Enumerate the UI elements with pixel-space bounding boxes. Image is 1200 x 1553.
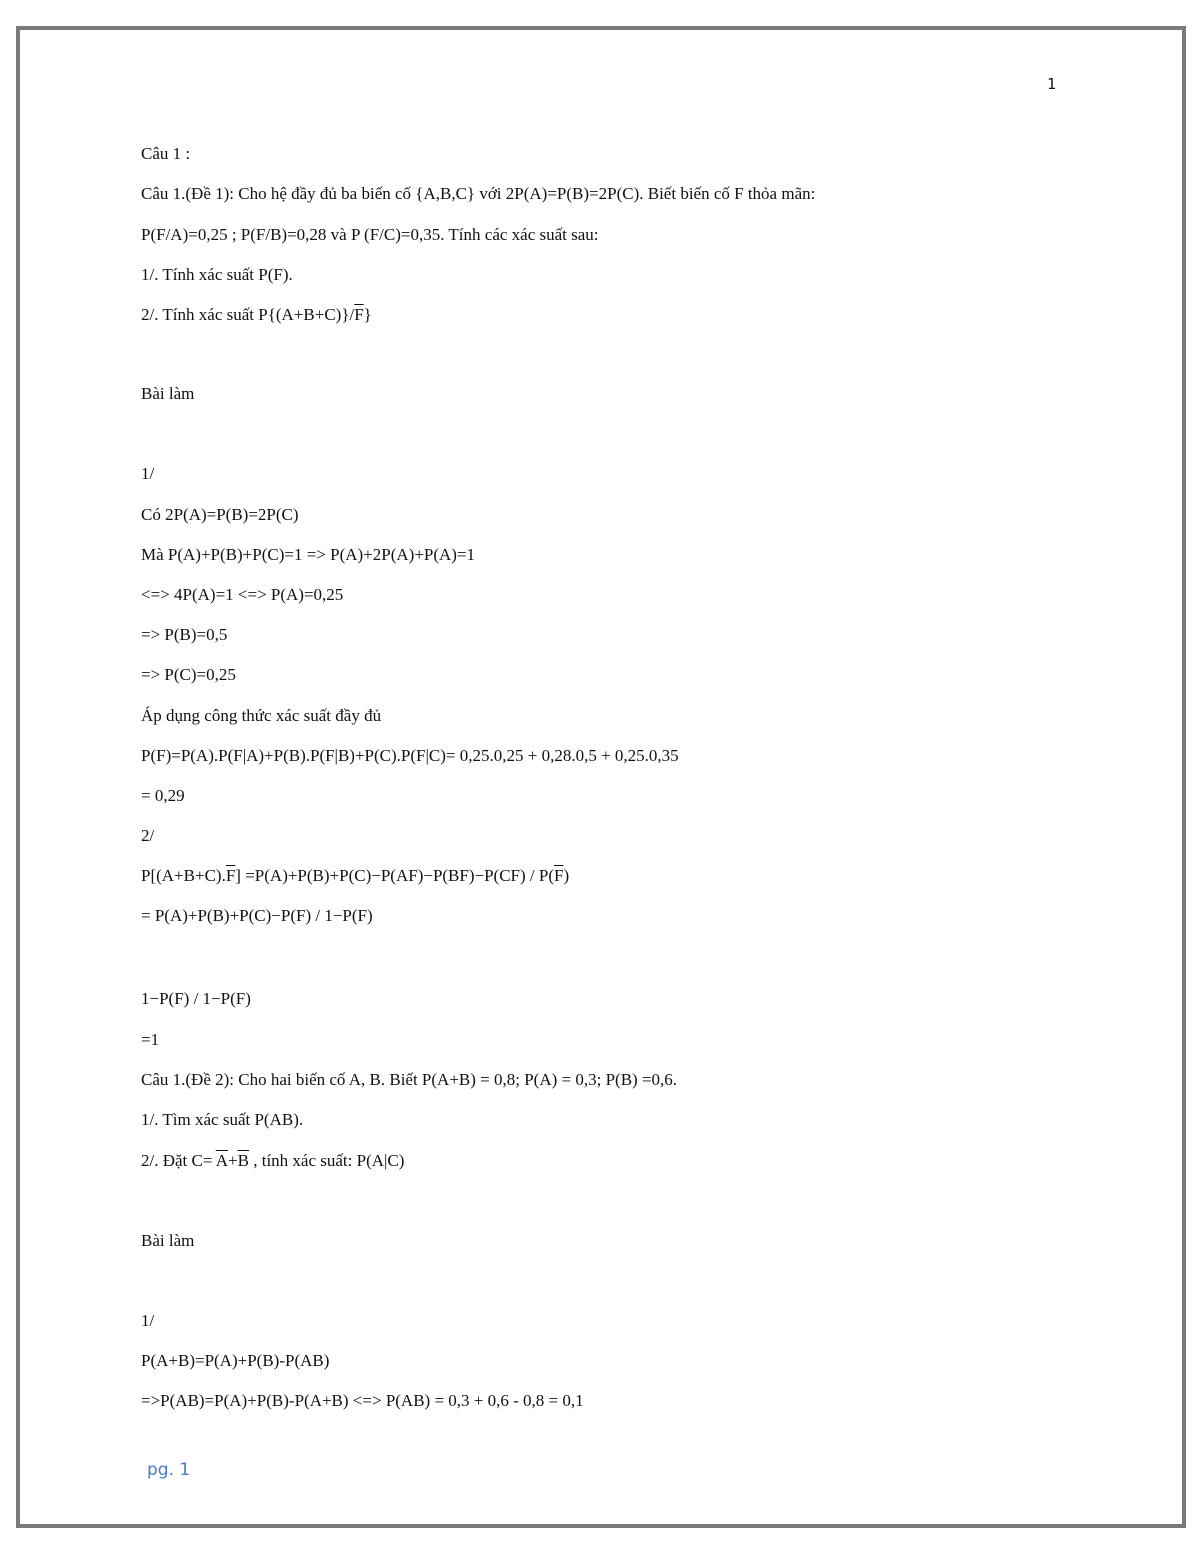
complement-b: $\overline{B}$ (237, 1151, 249, 1170)
complement-a: $\overline{A}$ (215, 1151, 229, 1170)
solution-1-line: => P(C)=0,25 (141, 665, 236, 684)
solution-1-line: = 0,29 (141, 786, 185, 805)
q2-prefix: 2/. Tính xác suất P{(A+B+C)}/ (141, 305, 355, 324)
document-page (16, 26, 1186, 1528)
solution-1-line: Có 2P(A)=P(B)=2P(C) (141, 505, 299, 524)
solution-3-label: 1/ (141, 1311, 155, 1330)
formula-part: ) (563, 866, 570, 885)
solution-1-line: Mà P(A)+P(B)+P(C)=1 => P(A)+2P(A)+P(A)=1 (141, 545, 476, 564)
complement-f: $\overline{F}$ (225, 866, 236, 885)
bai-lam-heading-1: Bài làm (141, 384, 195, 403)
solution-1-line: P(F)=P(A).P(F|A)+P(B).P(F|B)+P(C).P(F|C)= 0,25.0,25 + 0,28.0,5 + 0,25.0,35 (141, 746, 679, 765)
solution-2-line: 1−P(F) / 1−P(F) (141, 989, 251, 1008)
bai-lam-heading-2: Bài làm (141, 1231, 195, 1250)
formula-part: + (228, 1151, 238, 1170)
solution-1-line: <=> 4P(A)=1 <=> P(A)=0,25 (141, 585, 344, 604)
solution-3-line: P(A+B)=P(A)+P(B)-P(AB) (141, 1351, 330, 1370)
problem-2-question-1: 1/. Tìm xác suất P(AB). (141, 1110, 304, 1129)
solution-1-label: 1/ (141, 464, 155, 483)
problem-2-line-1: Câu 1.(Đề 2): Cho hai biến cố A, B. Biết P(A+B) = 0,8; P(A) = 0,3; P(B) =0,6. (141, 1070, 678, 1089)
formula-part: ] =P(A)+P(B)+P(C)−P(AF)−P(BF)−P(CF) / P( (235, 866, 555, 885)
solution-3-line: =>P(AB)=P(A)+P(B)-P(A+B) <=> P(AB) = 0,3 + 0,6 - 0,8 = 0,1 (141, 1391, 584, 1410)
solution-2-line (141, 865, 569, 887)
problem-1-line-2: P(F/A)=0,25 ; P(F/B)=0,28 và P (F/C)=0,35. Tính các xác suất sau: (141, 225, 599, 244)
solution-1-line: Áp dụng công thức xác suất đầy đủ (141, 706, 382, 725)
problem-1-question-2 (141, 304, 372, 326)
formula-part: P[(A+B+C). (141, 866, 226, 885)
solution-2-line: = P(A)+P(B)+P(C)−P(F) / 1−P(F) (141, 906, 373, 925)
problem-2-question-2 (141, 1150, 404, 1172)
page-footer: pg. 1 (147, 1460, 191, 1480)
solution-1-line: => P(B)=0,5 (141, 625, 228, 644)
problem-1-question-1: 1/. Tính xác suất P(F). (141, 265, 293, 284)
q2-suffix: } (363, 305, 372, 324)
formula-part: 2/. Đặt C= (141, 1151, 216, 1170)
problem-1-line-1: Câu 1.(Đề 1): Cho hệ đầy đủ ba biến cố {A,B,C} với 2P(A)=P(B)=2P(C). Biết biến cố F thỏa mãn: (141, 184, 816, 203)
formula-part: , tính xác suất: P(A|C) (248, 1151, 405, 1170)
solution-2-label: 2/ (141, 826, 155, 845)
solution-2-line: =1 (141, 1030, 160, 1049)
complement-f: $\overline{F}$ (554, 866, 564, 885)
q2-complement-f: $\overline{F}$ (354, 305, 364, 324)
section-title: Câu 1 : (141, 144, 191, 163)
page-number: 1 (1047, 75, 1057, 93)
